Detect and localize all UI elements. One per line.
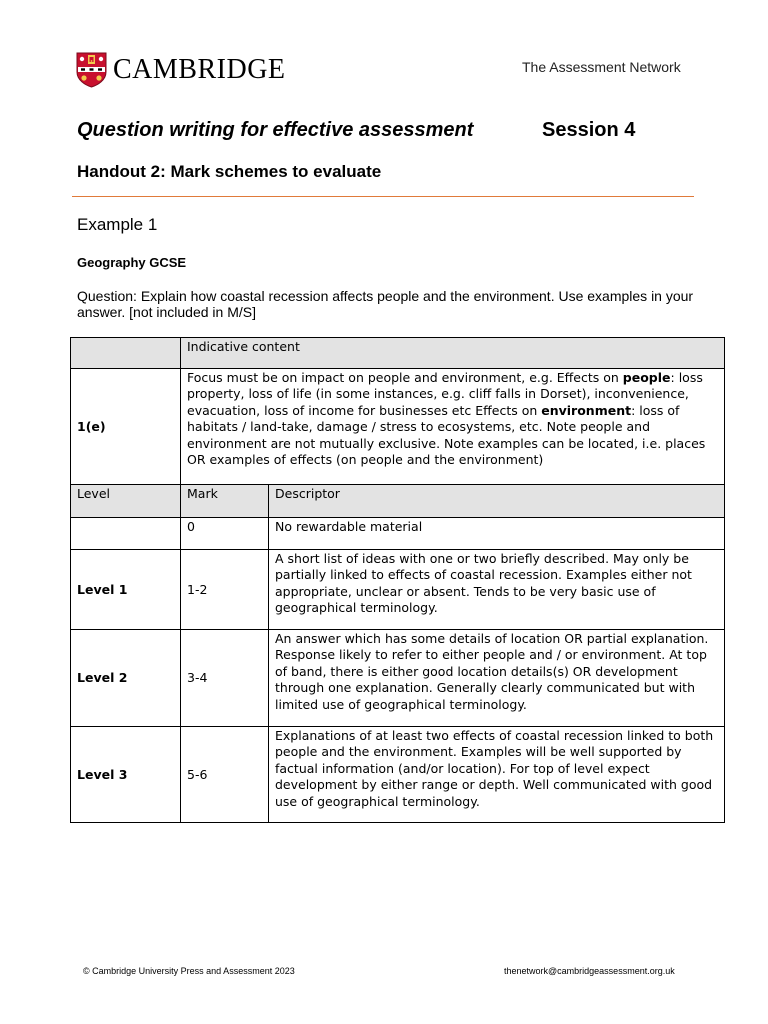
logo-wordmark: CAMBRIDGE xyxy=(113,54,286,85)
table-row-descriptor-cell xyxy=(268,517,725,550)
title-divider xyxy=(72,196,694,197)
row-0-descriptor: No rewardable material xyxy=(275,519,423,534)
indicative-bold-environment: environment xyxy=(541,402,632,418)
row-1-descriptor: A short list of ideas with one or two briefly described. May only be partially linked to effects of coastal recession. Examples either not appropriate, unclear or absent. Tends to be very basic use of geographical terminology. xyxy=(275,551,692,616)
row-0-mark: 0 xyxy=(187,519,195,534)
column-header-descriptor-label: Descriptor xyxy=(275,486,340,501)
handout-title: Handout 2: Mark schemes to evaluate xyxy=(77,162,382,181)
indicative-text-1: Focus must be on impact on people and environment, e.g. Effects on xyxy=(187,370,623,385)
footer-email[interactable]: thenetwork@cambridgeassessment.org.uk xyxy=(504,966,675,976)
table-row-mark-cell xyxy=(180,726,269,823)
question-ref-cell xyxy=(70,368,181,485)
indicative-text-3: : loss of habitats / land-take, damage / stress to ecosystems, etc. Note people and environment are not mutually exclusive. Note examples can be located, i.e. places OR examples of effects (on people and the environment) xyxy=(187,402,706,468)
row-2-mark: 3-4 xyxy=(187,670,208,686)
row-2-descriptor: An answer which has some details of location OR partial explanation. Response likely to refer to either people and / or environment. At top of band, there is either good location details(s) OR development through one explanation. Generally clearly communicated but with limited use of geographical terminology. xyxy=(275,631,709,712)
indicative-header: Indicative content xyxy=(187,339,300,354)
column-header-level xyxy=(70,484,181,518)
table-row-level-cell xyxy=(70,726,181,823)
network-name: The Assessment Network xyxy=(522,59,681,75)
table-row-mark-cell xyxy=(180,549,269,630)
table-header-blank-cell xyxy=(70,337,181,369)
table-row-descriptor-cell xyxy=(268,726,725,823)
document-title: Question writing for effective assessment xyxy=(77,119,474,141)
table-row-level-cell xyxy=(70,517,181,550)
footer-copyright: © Cambridge University Press and Assessment 2023 xyxy=(83,966,295,976)
column-header-mark xyxy=(180,484,269,518)
cambridge-shield-icon xyxy=(76,52,107,88)
row-3-mark: 5-6 xyxy=(187,766,208,782)
question-ref: 1(e) xyxy=(77,418,106,434)
column-header-level-label: Level xyxy=(77,486,110,501)
row-1-level: Level 1 xyxy=(77,581,128,597)
column-header-mark-label: Mark xyxy=(187,486,218,501)
row-3-level: Level 3 xyxy=(77,766,128,782)
session-label: Session 4 xyxy=(542,119,636,141)
example-heading: Example 1 xyxy=(77,215,158,234)
table-row-level-cell xyxy=(70,629,181,727)
indicative-content-cell xyxy=(180,368,725,485)
table-row-descriptor-cell xyxy=(268,549,725,630)
table-row-level-cell xyxy=(70,549,181,630)
cambridge-logo xyxy=(76,52,286,88)
row-1-mark: 1-2 xyxy=(187,581,208,597)
question-text: Question: Explain how coastal recession affects people and the environment. Use examples in your answer. [not included in M/S] xyxy=(77,288,694,320)
table-row-mark-cell xyxy=(180,629,269,727)
indicative-text-2: : loss property, loss of life (in some instances, e.g. cliff falls in Dorset), inconvenience, evacuation, loss of income for businesses etc Effects on xyxy=(187,370,703,418)
indicative-bold-people: people xyxy=(622,370,671,385)
column-header-descriptor xyxy=(268,484,725,518)
row-3-descriptor: Explanations of at least two effects of coastal recession linked to both people and the environment. Examples will be well supported by factual information (and/or location). For top of level expect development by either range or depth. Well communicated with good use of geographical terminology. xyxy=(275,728,714,809)
row-2-level: Level 2 xyxy=(77,670,128,686)
subject-label: Geography GCSE xyxy=(77,255,187,270)
indicative-header-cell xyxy=(180,337,725,369)
table-row-descriptor-cell xyxy=(268,629,725,727)
table-row-mark-cell xyxy=(180,517,269,550)
